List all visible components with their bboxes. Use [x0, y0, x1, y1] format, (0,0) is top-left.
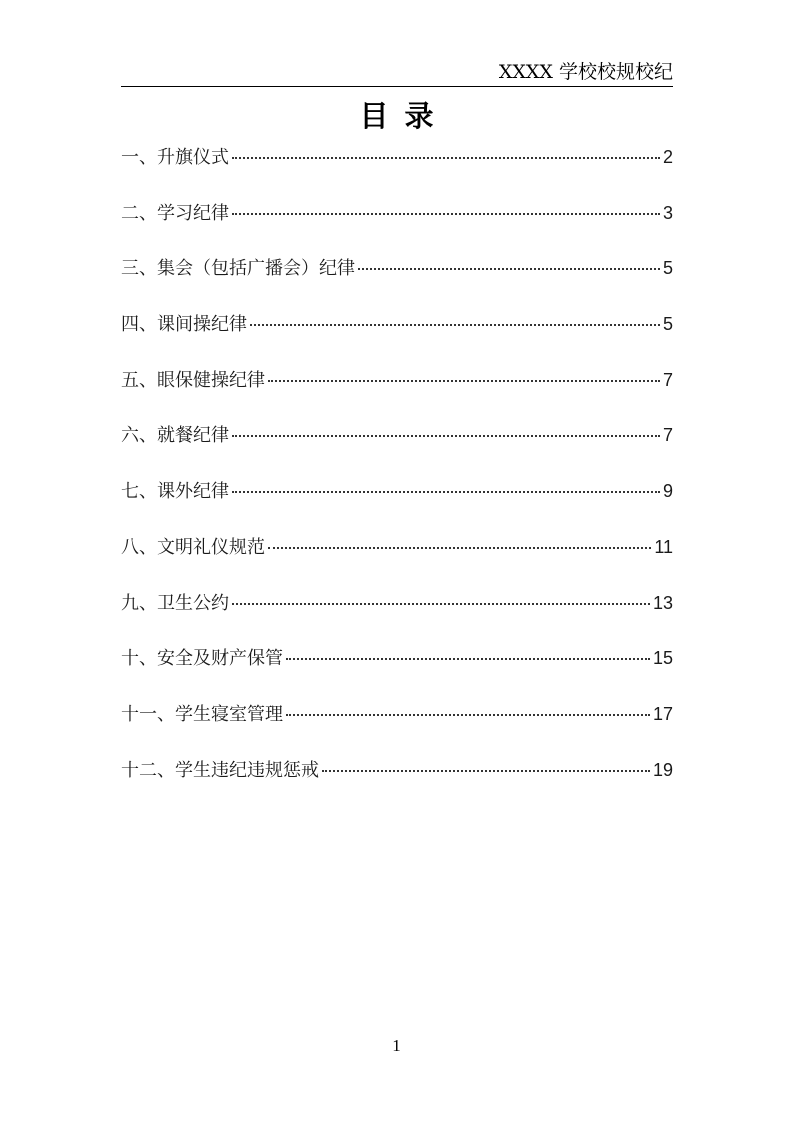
toc-entry-page: 7: [662, 369, 673, 390]
toc-entry-label: 六、就餐纪律: [121, 425, 229, 447]
dot-leader: [286, 714, 650, 716]
dot-leader: [232, 603, 650, 605]
toc-entry-6[interactable]: [121, 420, 673, 476]
toc-entry-label: 九、卫生公约: [121, 592, 229, 614]
toc-entry-11[interactable]: [121, 699, 673, 755]
toc-entry-9[interactable]: [121, 588, 673, 644]
toc-entry-4[interactable]: [121, 309, 673, 365]
dot-leader: [358, 268, 660, 270]
toc-entry-1[interactable]: [121, 142, 673, 198]
toc-entry-page: 17: [652, 703, 673, 724]
table-of-contents: [121, 142, 673, 810]
dot-leader: [268, 547, 651, 549]
toc-entry-12[interactable]: [121, 755, 673, 811]
toc-entry-10[interactable]: [121, 643, 673, 699]
toc-entry-2[interactable]: [121, 198, 673, 254]
toc-entry-7[interactable]: [121, 476, 673, 532]
toc-entry-label: 五、眼保健操纪律: [121, 369, 265, 391]
toc-entry-label: 七、课外纪律: [121, 481, 229, 503]
toc-entry-label: 二、学习纪律: [121, 202, 229, 224]
toc-entry-label: 十二、学生违纪违规惩戒: [121, 759, 319, 781]
dot-leader: [232, 435, 660, 437]
toc-entry-label: 八、文明礼仪规范: [121, 536, 265, 558]
dot-leader: [232, 491, 660, 493]
toc-entry-page: 5: [662, 258, 673, 279]
toc-entry-page: 2: [662, 147, 673, 167]
toc-entry-label: 十、安全及财产保管: [121, 648, 283, 670]
dot-leader: [232, 157, 660, 159]
toc-entry-label: 四、课间操纪律: [121, 314, 247, 336]
toc-entry-label: 一、升旗仪式: [121, 147, 229, 168]
toc-entry-page: 3: [662, 202, 673, 223]
toc-entry-page: 15: [652, 648, 673, 669]
dot-leader: [286, 658, 650, 660]
toc-entry-label: 十一、学生寝室管理: [121, 703, 283, 725]
dot-leader: [322, 770, 650, 772]
toc-entry-page: 5: [662, 314, 673, 335]
toc-title: 目录: [359, 99, 450, 133]
dot-leader: [268, 380, 660, 382]
toc-entry-label: 三、集会（包括广播会）纪律: [121, 258, 355, 280]
toc-entry-page: 19: [652, 759, 673, 780]
dot-leader: [232, 213, 660, 215]
toc-entry-8[interactable]: [121, 532, 673, 588]
toc-entry-page: 13: [652, 592, 673, 613]
toc-entry-page: 11: [654, 536, 673, 557]
toc-entry-5[interactable]: [121, 365, 673, 421]
running-header: [121, 58, 673, 87]
toc-entry-3[interactable]: [121, 253, 673, 309]
toc-entry-page: 7: [662, 425, 673, 446]
dot-leader: [250, 324, 660, 326]
toc-entry-page: 9: [662, 481, 673, 502]
header-title: XXXX 学校校规校纪: [498, 61, 673, 83]
page-number: 1: [392, 1036, 401, 1055]
